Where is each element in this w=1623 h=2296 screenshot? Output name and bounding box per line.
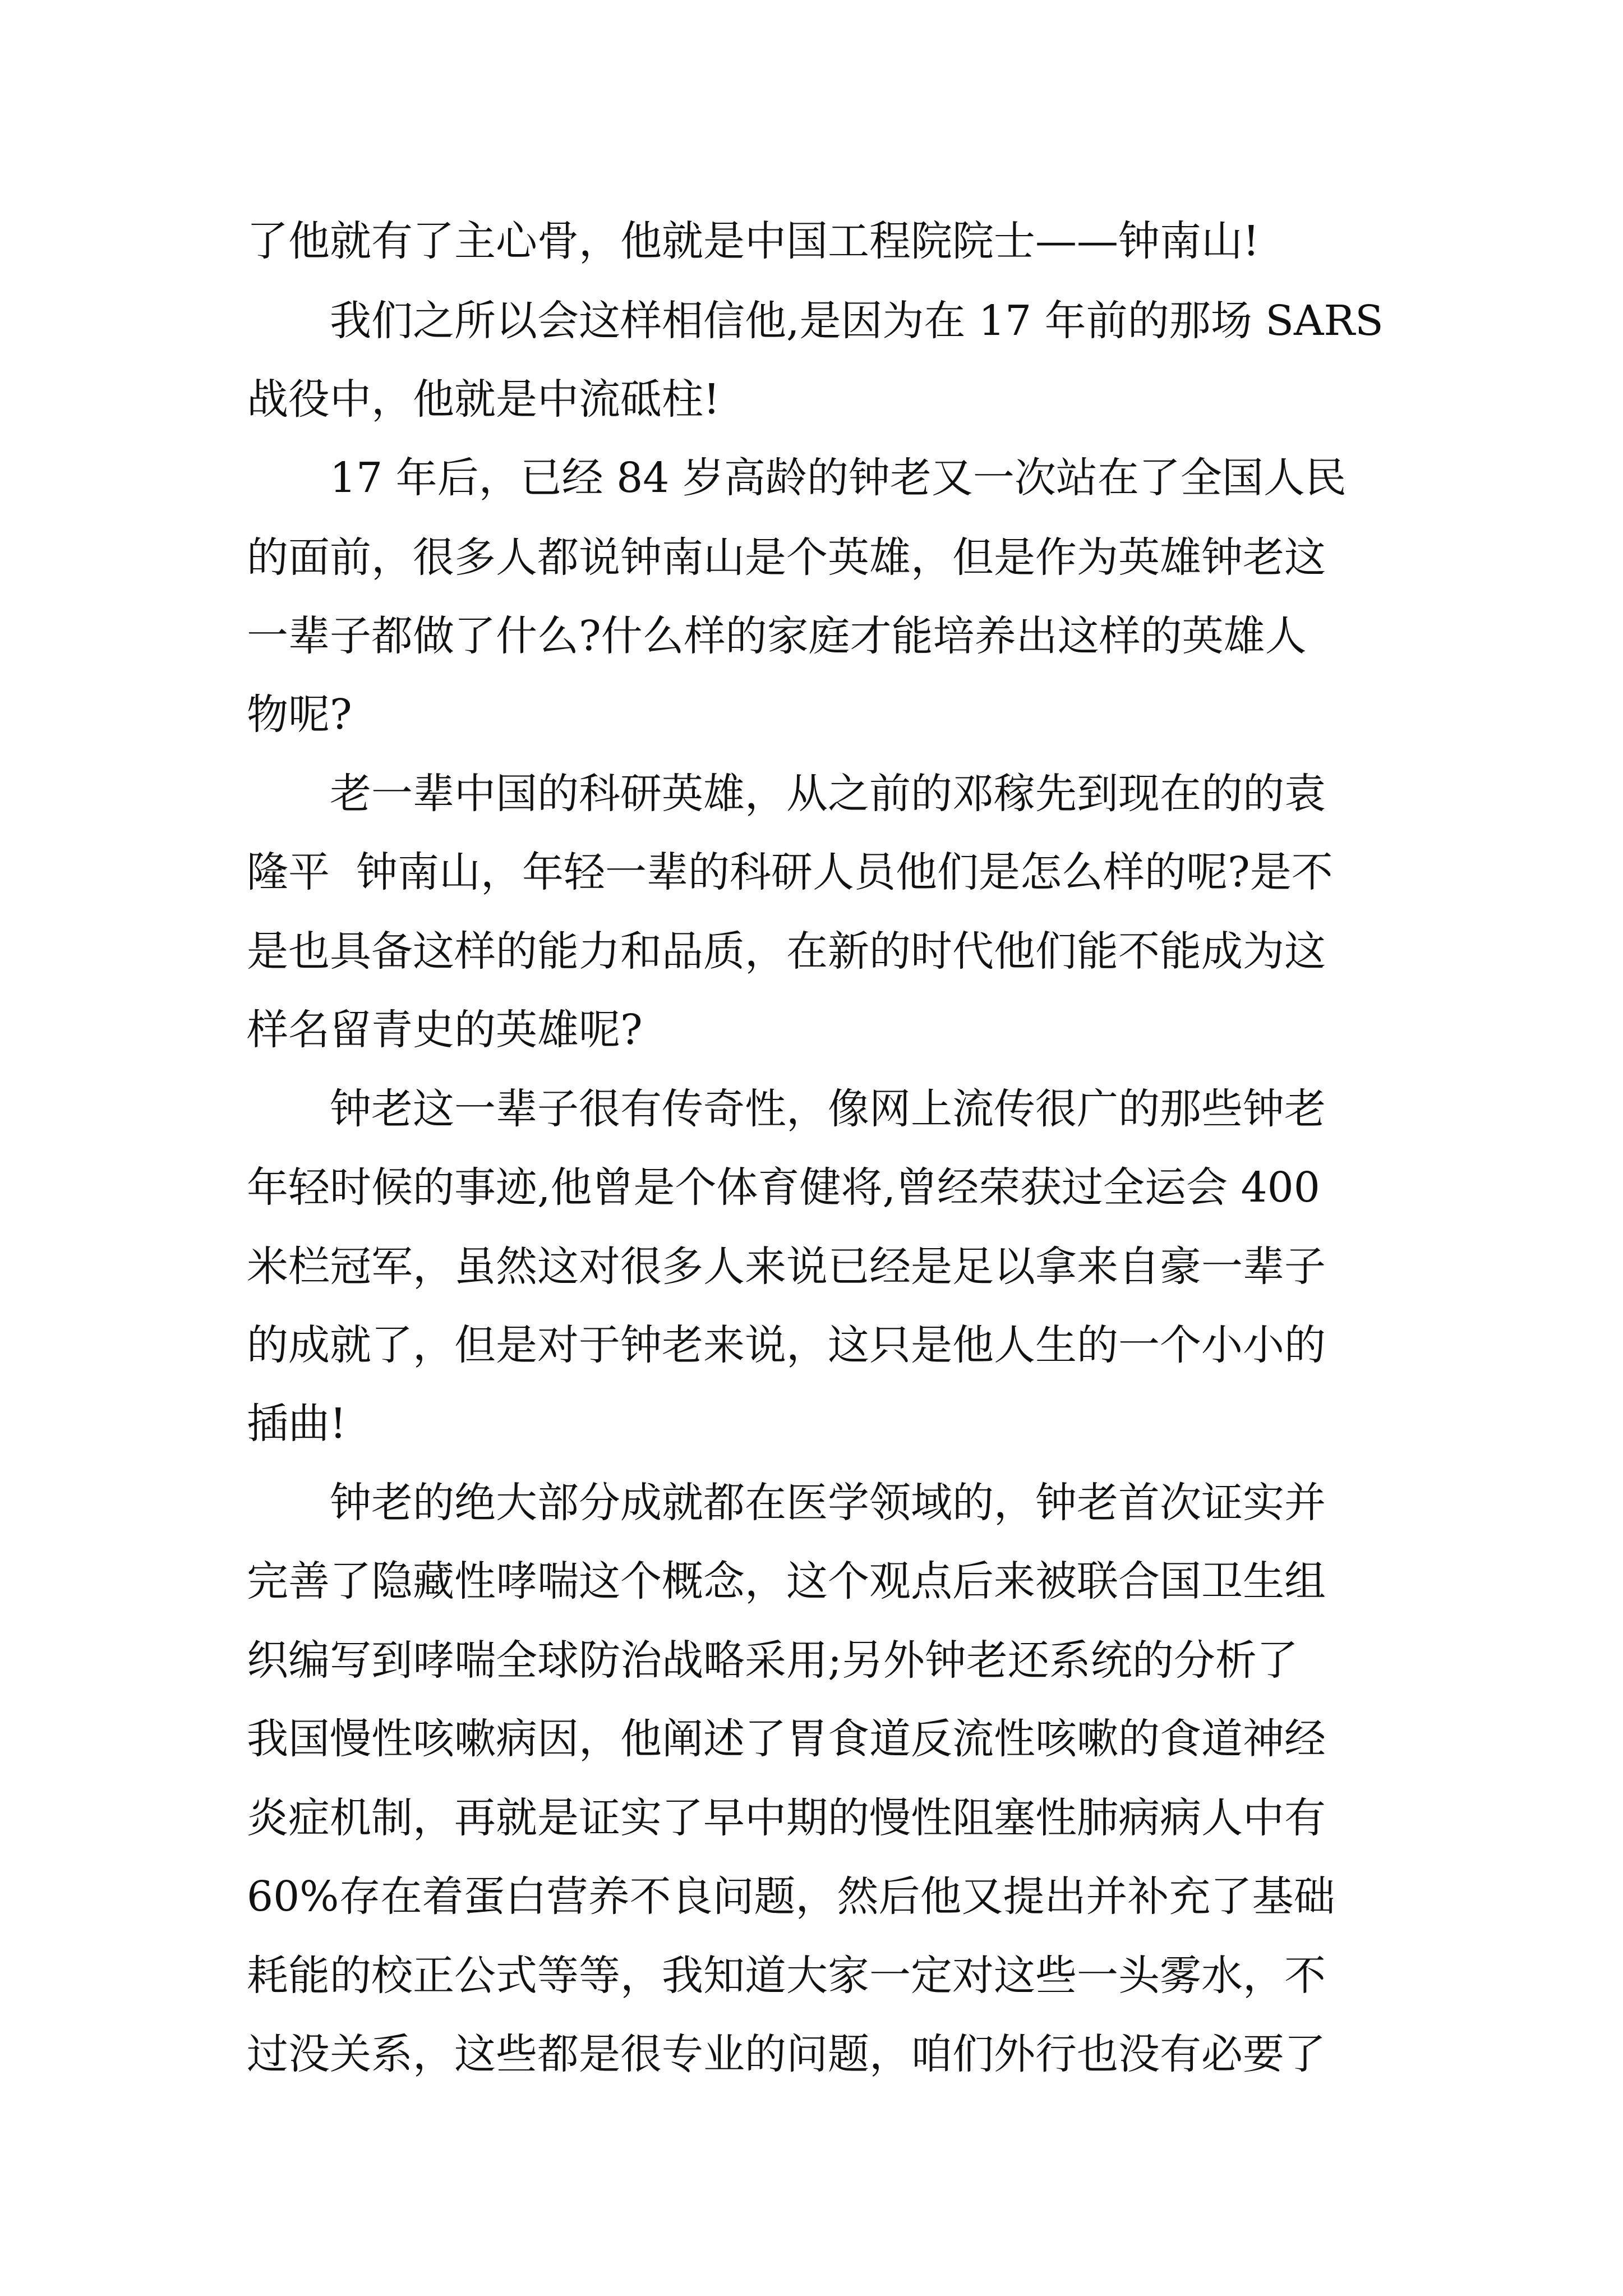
text-line: 过没关系，这些都是很专业的问题，咱们外行也没有必要了 bbox=[247, 2030, 1326, 2078]
text-line: 年轻时候的事迹,他曾是个体育健将,曾经荣获过全运会 400 bbox=[247, 1163, 1320, 1212]
text-line: 米栏冠军，虽然这对很多人来说已经是足以拿来自豪一辈子 bbox=[247, 1243, 1326, 1291]
text-line: 耗能的校正公式等等，我知道大家一定对这些一头雾水，不 bbox=[247, 1952, 1326, 2000]
text-line: 老一辈中国的科研英雄，从之前的邓稼先到现在的的袁 bbox=[330, 770, 1326, 818]
text-line: 织编写到哮喘全球防治战略采用;另外钟老还系统的分析了 bbox=[247, 1636, 1298, 1685]
text-line: 样名留青史的英雄呢? bbox=[247, 1006, 643, 1054]
text-line: 60%存在着蛋白营养不良问题，然后他又提出并补充了基础 bbox=[247, 1872, 1335, 1921]
text-line: 钟老的绝大部分成就都在医学领域的，钟老首次证实并 bbox=[330, 1479, 1326, 1527]
text-line: 完善了隐藏性哮喘这个概念，这个观点后来被联合国卫生组 bbox=[247, 1557, 1326, 1605]
text-line: 我国慢性咳嗽病因，他阐述了胃食道反流性咳嗽的食道神经 bbox=[247, 1715, 1326, 1763]
text-line: 的成就了，但是对于钟老来说，这只是他人生的一个小小的 bbox=[247, 1321, 1326, 1369]
text-line: 一辈子都做了什么?什么样的家庭才能培养出这样的英雄人 bbox=[247, 612, 1307, 660]
text-line: 的面前，很多人都说钟南山是个英雄，但是作为英雄钟老这 bbox=[247, 533, 1326, 582]
text-line: 钟老这一辈子很有传奇性，像网上流传很广的那些钟老 bbox=[330, 1085, 1326, 1133]
text-line: 隆平 钟南山，年轻一辈的科研人员他们是怎么样的呢?是不 bbox=[247, 848, 1333, 896]
text-line: 插曲! bbox=[247, 1400, 347, 1448]
text-line: 战役中，他就是中流砥柱! bbox=[247, 375, 720, 424]
text-line: 是也具备这样的能力和品质，在新的时代他们能不能成为这 bbox=[247, 927, 1326, 976]
text-line: 我们之所以会这样相信他,是因为在 17 年前的那场 SARS bbox=[330, 297, 1384, 345]
text-line: 炎症机制，再就是证实了早中期的慢性阻塞性肺病病人中有 bbox=[247, 1794, 1326, 1842]
text-line: 物呢? bbox=[247, 691, 352, 739]
text-line: 17 年后，已经 84 岁高龄的钟老又一次站在了全国人民 bbox=[330, 454, 1347, 502]
text-line: 了他就有了主心骨，他就是中国工程院院士——钟南山! bbox=[247, 217, 1260, 265]
